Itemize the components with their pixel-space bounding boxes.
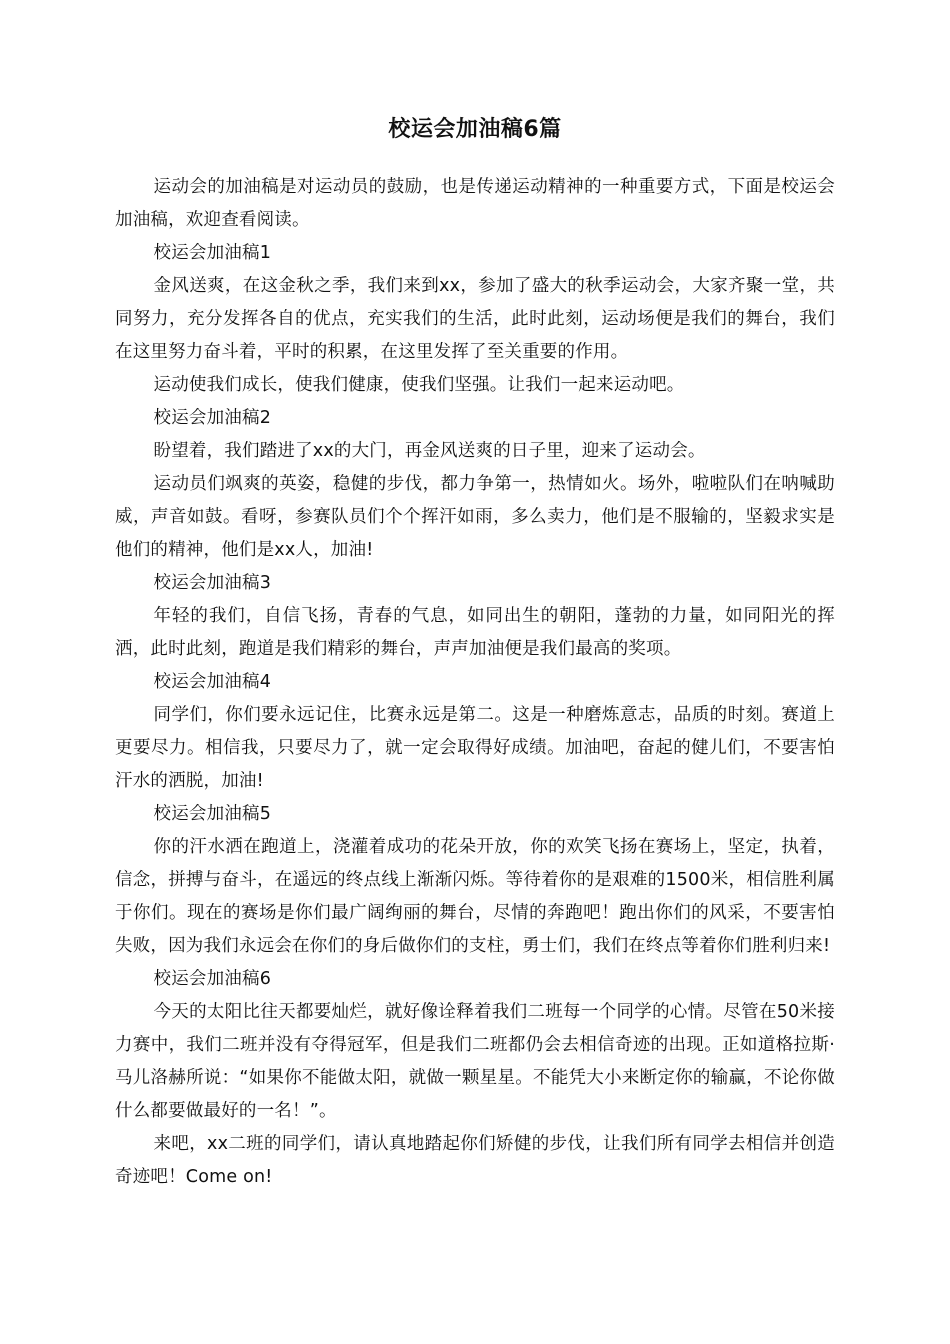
intro-paragraph: 运动会的加油稿是对运动员的鼓励，也是传递运动精神的一种重要方式，下面是校运会加油稿，欢迎查看阅读。 xyxy=(115,177,835,230)
section-paragraph: 运动员们飒爽的英姿，稳健的步伐，都力争第一，热情如火。场外，啦啦队们在呐喊助威，声音如鼓。看呀，参赛队员们个个挥汗如雨，多么卖力，他们是不服输的，坚毅求实是他们的精神，他们是xx人，加油! xyxy=(115,474,835,560)
section-paragraph: 今天的太阳比往天都要灿烂，就好像诠释着我们二班每一个同学的心情。尽管在50米接力赛中，我们二班并没有夺得冠军，但是我们二班都仍会去相信奇迹的出现。正如道格拉斯·马儿洛赫所说：“如果你不能做太阳，就做一颗星星。不能凭大小来断定你的输赢，不论你做什么都要做最好的一名！”。 xyxy=(115,1002,835,1121)
section-2 xyxy=(115,402,835,567)
section-paragraph: 盼望着，我们踏进了xx的大门，再金风送爽的日子里，迎来了运动会。 xyxy=(153,441,706,461)
section-1 xyxy=(115,237,835,402)
section-heading: 校运会加油稿5 xyxy=(153,804,272,824)
section-3 xyxy=(115,567,835,666)
section-heading: 校运会加油稿6 xyxy=(153,969,272,989)
section-heading: 校运会加油稿3 xyxy=(153,573,272,593)
section-heading: 校运会加油稿2 xyxy=(153,408,272,428)
section-6 xyxy=(115,963,835,1194)
section-heading: 校运会加油稿1 xyxy=(153,243,272,263)
section-paragraph: 年轻的我们，自信飞扬，青春的气息，如同出生的朝阳，蓬勃的力量，如同阳光的挥洒，此时此刻，跑道是我们精彩的舞台，声声加油便是我们最高的奖项。 xyxy=(115,606,835,659)
section-paragraph: 来吧，xx二班的同学们，请认真地踏起你们矫健的步伐，让我们所有同学去相信并创造奇迹吧！Come on! xyxy=(115,1134,835,1187)
section-paragraph: 你的汗水洒在跑道上，浇灌着成功的花朵开放，你的欢笑飞扬在赛场上，坚定，执着，信念，拼搏与奋斗，在遥远的终点线上渐渐闪烁。等待着你的是艰难的1500米，相信胜利属于你们。现在的赛场是你们最广阔绚丽的舞台，尽情的奔跑吧！跑出你们的风采，不要害怕失败，因为我们永远会在你们的身后做你们的支柱，勇士们，我们在终点等着你们胜利归来! xyxy=(115,837,835,956)
section-paragraph: 金风送爽，在这金秋之季，我们来到xx，参加了盛大的秋季运动会，大家齐聚一堂，共同努力，充分发挥各自的优点，充实我们的生活，此时此刻，运动场便是我们的舞台，我们在这里努力奋斗着，平时的积累，在这里发挥了至关重要的作用。 xyxy=(115,276,835,362)
document-title: 校运会加油稿6篇 xyxy=(388,117,562,142)
section-heading: 校运会加油稿4 xyxy=(153,672,272,692)
section-4 xyxy=(115,666,835,798)
document-page xyxy=(115,112,835,1194)
section-5 xyxy=(115,798,835,963)
section-paragraph: 运动使我们成长，使我们健康，使我们坚强。让我们一起来运动吧。 xyxy=(153,375,685,395)
section-paragraph: 同学们，你们要永远记住，比赛永远是第二。这是一种磨炼意志，品质的时刻。赛道上更要尽力。相信我，只要尽力了，就一定会取得好成绩。加油吧，奋起的健儿们，不要害怕汗水的洒脱，加油! xyxy=(115,705,835,791)
